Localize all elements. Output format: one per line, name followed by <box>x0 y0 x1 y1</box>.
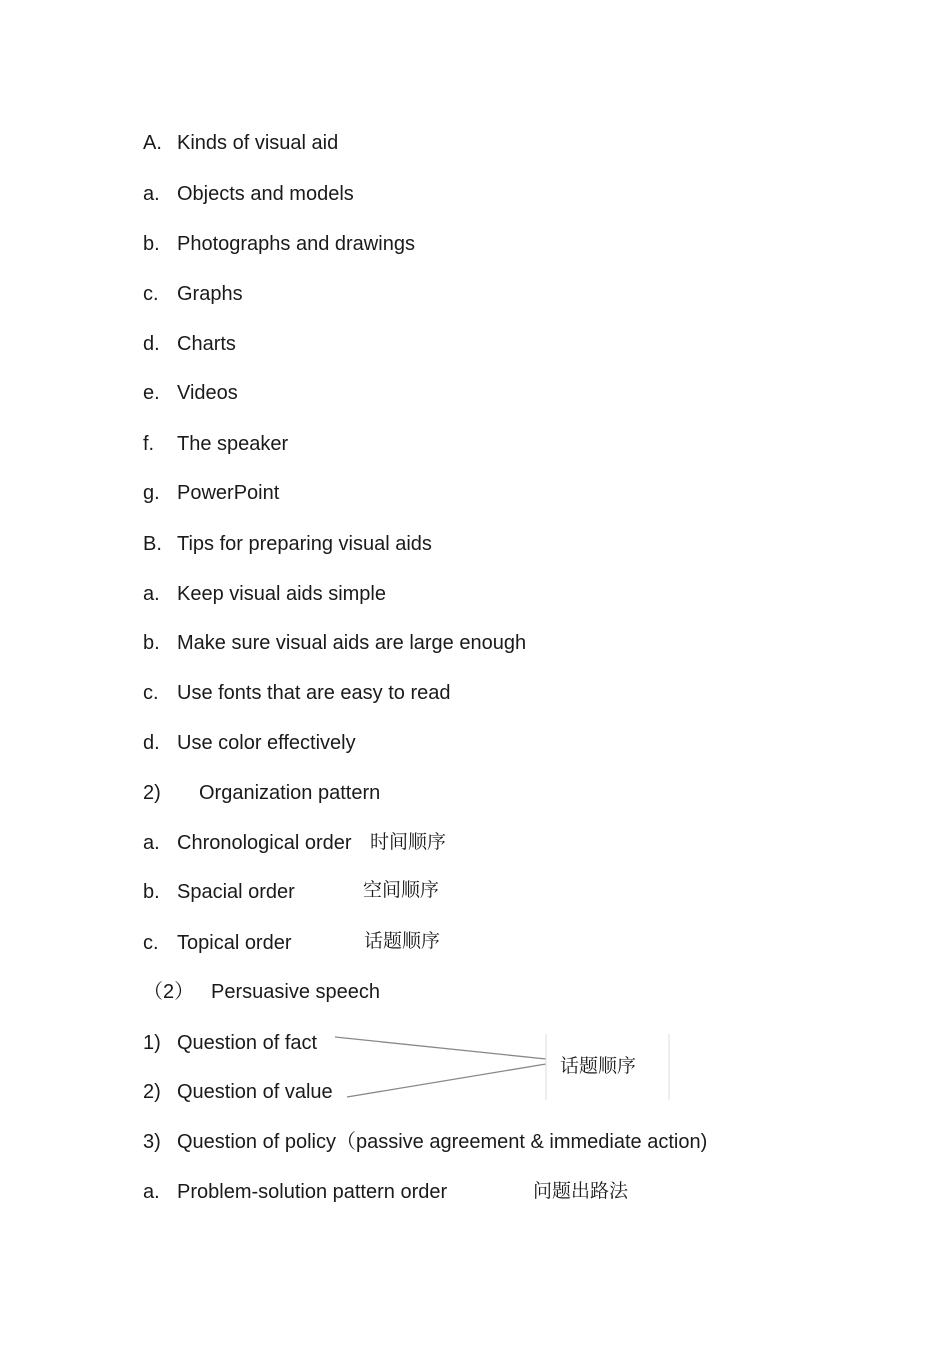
list-item-text: PowerPoint <box>177 482 280 504</box>
list-marker: e. <box>143 382 160 404</box>
bracket-label: 话题顺序 <box>560 1055 637 1077</box>
list-marker: a. <box>143 183 160 205</box>
list-marker: 2) <box>143 782 161 804</box>
list-marker: c. <box>143 283 159 305</box>
list-item-text: Objects and models <box>177 183 354 205</box>
list-item-text: Graphs <box>177 283 243 305</box>
list-item-text: Problem-solution pattern order <box>177 1181 448 1203</box>
list-marker: a. <box>143 583 160 605</box>
list-marker: a. <box>143 832 160 854</box>
list-marker: 3) <box>143 1131 161 1153</box>
connector-line-value <box>347 1064 546 1097</box>
list-item-text: Use fonts that are easy to read <box>177 682 451 704</box>
list-marker: d. <box>143 732 160 754</box>
list-item-text: Question of fact <box>177 1032 318 1054</box>
list-item-text: Topical order <box>177 932 292 954</box>
chinese-annotation: 时间顺序 <box>370 831 447 853</box>
list-item-text: The speaker <box>177 433 289 455</box>
list-marker: B. <box>143 533 162 555</box>
section-title: Persuasive speech <box>211 981 380 1003</box>
list-marker: A. <box>143 132 162 154</box>
section-title: Organization pattern <box>199 782 381 804</box>
section-title: Kinds of visual aid <box>177 132 339 154</box>
list-item-text: Photographs and drawings <box>177 233 415 255</box>
list-item-text: Make sure visual aids are large enough <box>177 632 527 654</box>
list-marker: c. <box>143 932 159 954</box>
list-marker: d. <box>143 333 160 355</box>
list-item-text: Videos <box>177 382 238 404</box>
list-item-text: Spacial order <box>177 881 295 903</box>
list-marker: 2) <box>143 1081 161 1103</box>
list-marker: g. <box>143 482 160 504</box>
list-item-text: Use color effectively <box>177 732 356 754</box>
list-marker: （2） <box>143 981 195 1003</box>
list-item-text: Keep visual aids simple <box>177 583 386 605</box>
chinese-annotation: 话题顺序 <box>364 930 441 952</box>
list-item-text: Question of policy（passive agreement & immediate action) <box>177 1131 708 1153</box>
list-marker: f. <box>143 433 155 455</box>
list-marker: c. <box>143 682 159 704</box>
section-title: Tips for preparing visual aids <box>177 533 432 555</box>
chinese-annotation: 问题出路法 <box>533 1180 629 1202</box>
list-marker: b. <box>143 233 160 255</box>
list-marker: 1) <box>143 1032 161 1054</box>
list-marker: b. <box>143 632 160 654</box>
list-marker: b. <box>143 881 160 903</box>
connector-line-fact <box>335 1037 546 1059</box>
list-item-text: Charts <box>177 333 236 355</box>
list-item-text: Chronological order <box>177 832 352 854</box>
chinese-annotation: 空间顺序 <box>363 879 440 901</box>
list-item-text: Question of value <box>177 1081 333 1103</box>
list-marker: a. <box>143 1181 160 1203</box>
